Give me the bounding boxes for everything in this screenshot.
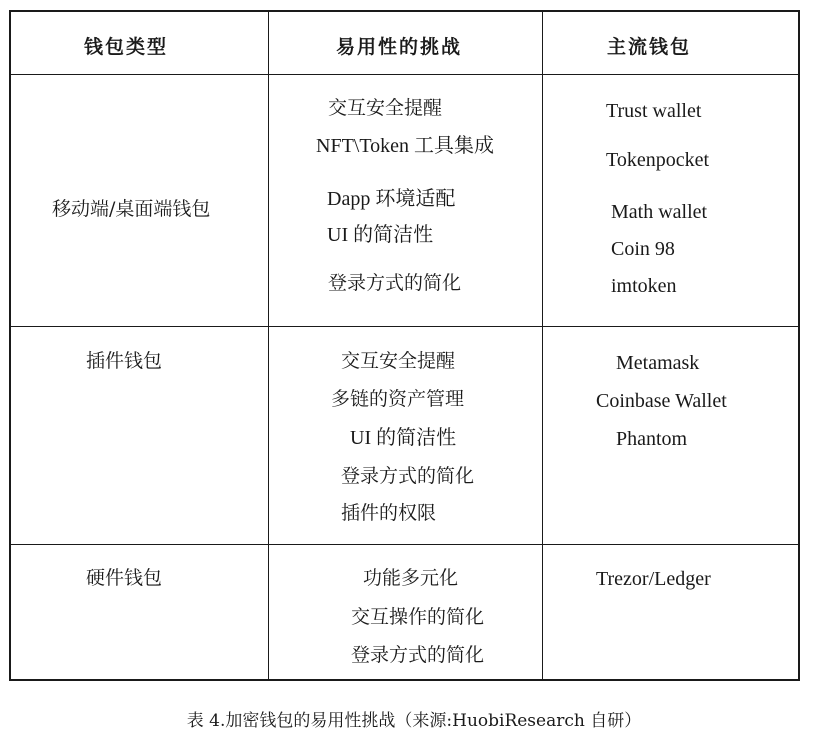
row-2-challenge: 交互安全提醒 bbox=[341, 350, 456, 372]
row-1-challenge: NFT\Token 工具集成 bbox=[316, 135, 495, 157]
row-1-challenge: Dapp 环境适配 bbox=[327, 188, 456, 210]
row-2-challenge: 多链的资产管理 bbox=[331, 388, 465, 410]
row-2-wallet-type: 插件钱包 bbox=[86, 350, 163, 372]
row-3-challenge: 交互操作的简化 bbox=[351, 606, 485, 628]
row-2-wallet: Metamask bbox=[616, 352, 700, 374]
row-2-wallet: Phantom bbox=[616, 428, 688, 450]
row-3-wallet: Trezor/Ledger bbox=[596, 568, 711, 590]
row-2-challenge: UI 的简洁性 bbox=[350, 427, 457, 449]
row-1-wallet-type: 移动端/桌面端钱包 bbox=[52, 198, 211, 220]
row-2-challenge: 插件的权限 bbox=[341, 502, 437, 524]
row-1-wallet: Math wallet bbox=[611, 201, 708, 223]
header-divider bbox=[11, 74, 798, 75]
table-caption: 表 4.加密钱包的易用性挑战（来源:HuobiResearch 自研） bbox=[186, 711, 642, 731]
wallet-usability-table bbox=[9, 10, 800, 681]
header-wallet-type: 钱包类型 bbox=[84, 36, 169, 58]
row-3-challenge: 功能多元化 bbox=[363, 567, 459, 589]
row-2-challenge: 登录方式的简化 bbox=[341, 465, 475, 487]
row-1-wallet: Trust wallet bbox=[606, 100, 702, 122]
row-3-wallet-type: 硬件钱包 bbox=[86, 567, 163, 589]
column-divider-2 bbox=[542, 12, 543, 679]
row-divider-2 bbox=[11, 544, 798, 545]
header-mainstream-wallets: 主流钱包 bbox=[607, 36, 692, 58]
row-1-wallet: Tokenpocket bbox=[606, 149, 710, 171]
row-1-challenge: 交互安全提醒 bbox=[328, 97, 443, 119]
row-1-challenge: 登录方式的简化 bbox=[328, 272, 462, 294]
header-usability-challenges: 易用性的挑战 bbox=[336, 36, 463, 58]
column-divider-1 bbox=[268, 12, 269, 679]
row-1-wallet: imtoken bbox=[611, 275, 677, 297]
row-1-wallet: Coin 98 bbox=[611, 238, 675, 260]
row-divider-1 bbox=[11, 326, 798, 327]
row-1-challenge: UI 的简洁性 bbox=[327, 224, 434, 246]
row-3-challenge: 登录方式的简化 bbox=[351, 644, 485, 666]
row-2-wallet: Coinbase Wallet bbox=[596, 390, 727, 412]
